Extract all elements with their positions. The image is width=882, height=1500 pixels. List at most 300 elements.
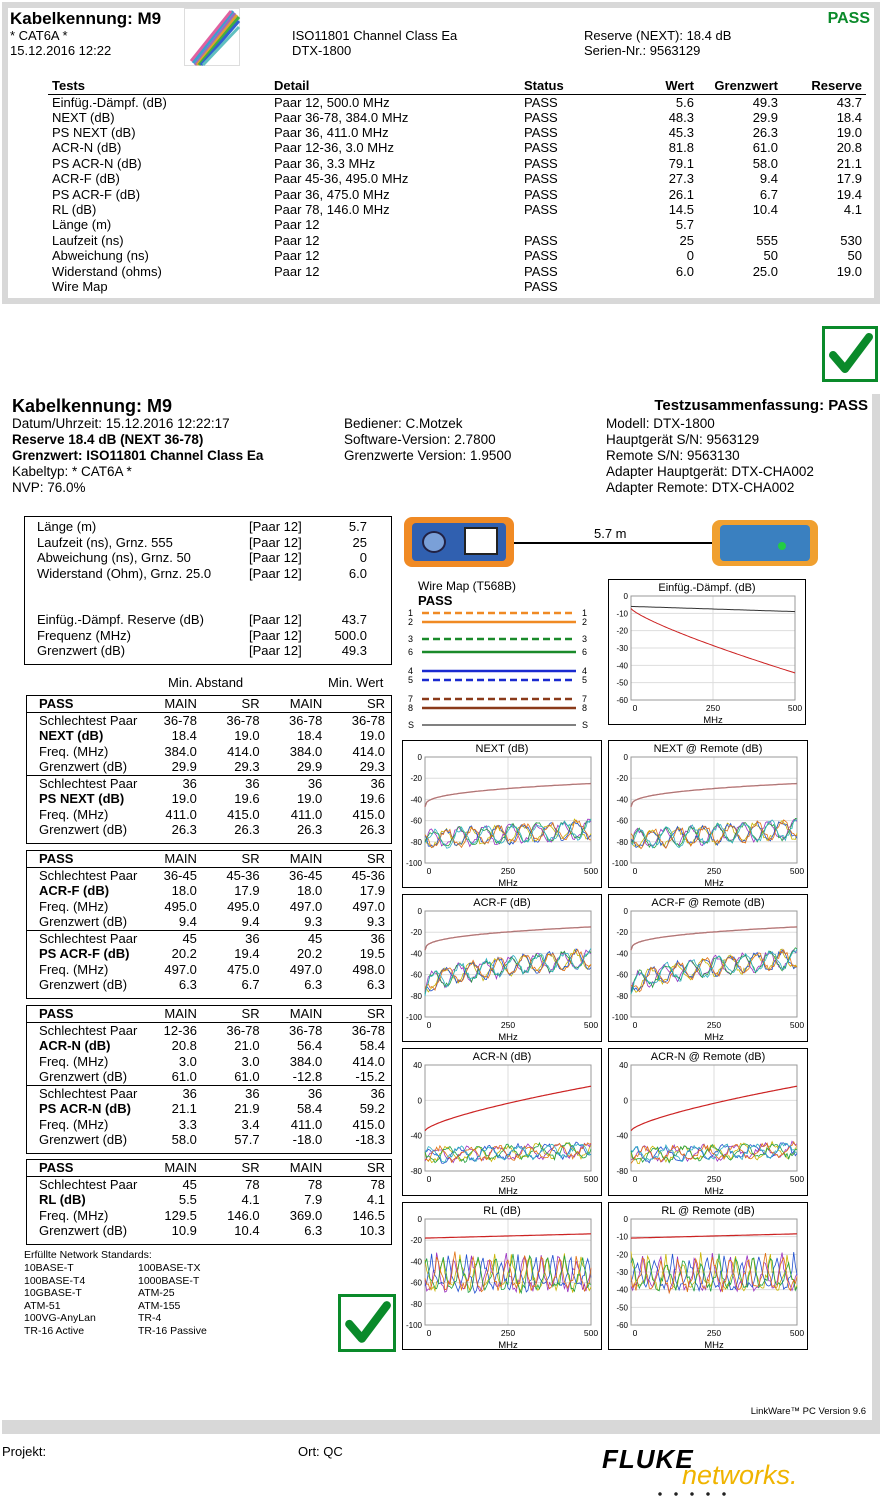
cable-length-label: 5.7 m xyxy=(594,526,627,541)
section-cell: 495.0 xyxy=(227,898,260,914)
col-status: Status xyxy=(520,78,630,94)
standard-item: ATM-155 xyxy=(138,1299,181,1312)
y-tick-label: 40 xyxy=(413,1061,422,1070)
summary-cell: PASS xyxy=(524,232,558,248)
y-tick-label: -60 xyxy=(616,1321,628,1330)
section-cell: 20.2 xyxy=(296,946,323,961)
x-axis-label: MHz xyxy=(704,1340,724,1351)
y-tick-label: -100 xyxy=(611,1013,628,1022)
section-row xyxy=(27,791,391,807)
section-cell: Freq. (MHz) xyxy=(39,806,109,822)
section-next xyxy=(26,695,392,844)
summary-cell: Paar 12, 500.0 MHz xyxy=(274,94,390,110)
section-cell: MAIN xyxy=(140,1160,203,1176)
report-main-sn: Hauptgerät S/N: 9563129 xyxy=(606,432,760,447)
summary-cell: 555 xyxy=(756,232,778,248)
y-tick-label: -20 xyxy=(410,1236,422,1246)
linkware-version: LinkWare™ PC Version 9.6 xyxy=(750,1406,866,1417)
section-cell: Grenzwert (dB) xyxy=(39,1223,128,1238)
section-cell: ACR-F (dB) xyxy=(39,883,110,898)
summary-cell: Wire Map xyxy=(52,278,108,294)
section-cell: 10.4 xyxy=(234,1223,260,1238)
length-cell: 500.0 xyxy=(334,627,367,643)
wire-pin-label: S xyxy=(408,720,415,730)
section-cell: 36-45 xyxy=(289,867,323,883)
summary-cell: 19.0 xyxy=(836,125,862,141)
section-cell: 7.9 xyxy=(304,1192,323,1207)
section-cell: -15.2 xyxy=(328,1069,391,1085)
standard-item: ATM-25 xyxy=(138,1287,175,1299)
summary-cell: Länge (m) xyxy=(52,217,112,233)
section-cell: 45 xyxy=(182,1176,197,1192)
summary-cell: 9.4 xyxy=(759,171,778,187)
y-tick-label: -20 xyxy=(410,774,422,784)
report-pass-checkmark-icon xyxy=(338,1294,396,1352)
section-row xyxy=(27,1117,391,1133)
summary-row xyxy=(48,140,866,155)
section-cell: 19.0 xyxy=(171,791,197,806)
section-cell: 61.0 xyxy=(203,1069,266,1085)
y-tick-label: 0 xyxy=(417,907,422,916)
graph-plot xyxy=(403,741,603,889)
length-cell: Einfüg.-Dämpf. Reserve (dB) xyxy=(37,612,204,627)
summary-cell: 50 xyxy=(847,248,862,264)
section-cell: PS ACR-F (dB) xyxy=(39,946,130,961)
wire-pin-label: 3 xyxy=(408,634,414,644)
summary-row xyxy=(48,94,866,110)
section-cell: 415.0 xyxy=(352,806,385,822)
section-cell: 4.1 xyxy=(241,1192,260,1207)
y-tick-label: -60 xyxy=(410,970,422,980)
section-cell: MAIN xyxy=(266,696,329,712)
standard-item: TR-16 Active xyxy=(24,1324,85,1337)
summary-cell: Laufzeit (ns) xyxy=(52,232,124,248)
graph-plot xyxy=(403,1203,603,1351)
cable-bundle-icon xyxy=(185,9,241,67)
section-cell: 498.0 xyxy=(352,961,385,977)
summary-cell: Paar 78, 146.0 MHz xyxy=(274,202,390,218)
summary-row xyxy=(48,186,866,201)
summary-row xyxy=(48,248,866,263)
x-tick-label: 0 xyxy=(632,1020,638,1030)
x-tick-label: 500 xyxy=(583,866,599,876)
section-cell: 9.3 xyxy=(328,914,391,930)
y-tick-label: -100 xyxy=(405,1321,422,1330)
section-cell: 36-78 xyxy=(289,712,323,728)
remote-unit-icon xyxy=(712,520,818,566)
section-cell: 61.0 xyxy=(140,1069,203,1085)
x-tick-label: 0 xyxy=(632,1174,638,1184)
graph-panel xyxy=(608,740,808,888)
summary-table-header xyxy=(48,78,866,94)
section-cell: SR xyxy=(328,1160,391,1176)
standards-title: Erfüllte Network Standards: xyxy=(24,1249,152,1261)
report-operator: Bediener: C.Motzek xyxy=(344,416,463,431)
length-cell: 49.3 xyxy=(341,643,367,658)
wire-pin-label: S xyxy=(582,720,589,730)
report-summary: Testzusammenfassung: PASS xyxy=(654,397,868,414)
wiremap-diagram xyxy=(404,579,594,731)
summary-cell: RL (dB) xyxy=(52,202,97,218)
location-label: Ort: QC xyxy=(298,1444,343,1459)
standard-item: TR-4 xyxy=(138,1312,162,1324)
section-cell: 146.5 xyxy=(352,1207,385,1223)
section-cell: 56.4 xyxy=(296,1038,323,1053)
graph-plot xyxy=(403,895,603,1043)
section-row xyxy=(27,1022,391,1038)
summary-cell: 21.1 xyxy=(836,155,862,171)
summary-cell: 58.0 xyxy=(752,155,778,171)
section-cell: 18.4 xyxy=(171,728,197,743)
section-cell: 497.0 xyxy=(352,898,385,914)
section-row xyxy=(27,807,391,823)
wire-pin-label: 8 xyxy=(582,703,588,713)
section-cell: Schlechtest Paar xyxy=(39,712,138,728)
section-cell: PASS xyxy=(27,851,140,867)
y-tick-label: 0 xyxy=(417,1096,422,1106)
summary-cell xyxy=(782,217,866,232)
length-row xyxy=(25,550,391,566)
y-tick-label: -40 xyxy=(410,1131,422,1141)
length-cell: [Paar 12] xyxy=(249,627,302,643)
section-cell: MAIN xyxy=(140,1006,203,1022)
section-cell: 146.0 xyxy=(227,1207,260,1223)
summary-cell: 49.3 xyxy=(752,94,778,110)
section-row xyxy=(27,1192,391,1208)
y-tick-label: -20 xyxy=(410,928,422,938)
section-cell: 9.4 xyxy=(203,914,266,930)
wire-pin-label: 4 xyxy=(582,666,588,676)
section-cell: Freq. (MHz) xyxy=(39,1207,109,1223)
section-cell: 19.4 xyxy=(234,946,260,961)
cable-line xyxy=(514,542,712,544)
summary-cell: ACR-N (dB) xyxy=(52,140,122,156)
section-row xyxy=(27,1038,391,1054)
wire-pin-label: 2 xyxy=(408,617,414,627)
section-cell: 19.0 xyxy=(359,728,385,743)
section-cell: 369.0 xyxy=(289,1207,323,1223)
x-tick-label: 500 xyxy=(789,1328,805,1338)
summary-cell: 29.9 xyxy=(752,109,778,125)
summary-cell xyxy=(630,279,698,294)
section-cell: 19.5 xyxy=(359,946,385,961)
graph-panel xyxy=(608,1202,808,1350)
length-cell xyxy=(25,597,247,613)
section-cell: 19.0 xyxy=(234,728,260,743)
summary-cell: 79.1 xyxy=(668,155,694,171)
summary-cell: 530 xyxy=(840,232,862,248)
fluke-logo: FLUKE xyxy=(602,1444,694,1474)
summary-row xyxy=(48,233,866,248)
summary-cell: Paar 36, 411.0 MHz xyxy=(274,125,389,141)
summary-cell: 19.0 xyxy=(836,263,862,279)
section-cell: SR xyxy=(203,1160,266,1176)
section-cell: 9.4 xyxy=(140,914,203,930)
summary-cell: PASS xyxy=(524,155,558,171)
summary-cell: 18.4 xyxy=(836,109,862,125)
section-cell: Schlechtest Paar xyxy=(39,1085,138,1101)
summary-inner xyxy=(8,8,874,298)
length-cell: Frequenz (MHz) xyxy=(37,627,131,643)
section-cell: 18.0 xyxy=(171,883,197,898)
section-cell: 475.0 xyxy=(227,961,260,977)
section-row xyxy=(27,1176,391,1192)
summary-cell: PASS xyxy=(524,171,558,187)
y-tick-label: -40 xyxy=(616,949,628,959)
summary-cell: PS NEXT (dB) xyxy=(52,125,136,141)
y-tick-label: -10 xyxy=(616,609,628,619)
summary-row xyxy=(48,217,866,232)
x-tick-label: 250 xyxy=(500,1020,516,1030)
section-cell: Schlechtest Paar xyxy=(39,1022,138,1038)
wire-pin-label: 6 xyxy=(582,647,588,657)
report-panel xyxy=(2,394,880,1434)
summary-cell: 26.1 xyxy=(668,186,694,202)
section-row xyxy=(27,883,391,899)
section-row xyxy=(27,1006,391,1022)
section-row xyxy=(27,775,391,791)
wire-pin-label: 7 xyxy=(408,694,414,704)
length-cell xyxy=(247,581,317,597)
summary-cell: 45.3 xyxy=(668,125,694,141)
section-cell: 415.0 xyxy=(227,806,260,822)
summary-row xyxy=(48,110,866,125)
summary-cell: 25.0 xyxy=(752,263,778,279)
y-tick-label: 0 xyxy=(623,907,628,916)
section-cell: 36-78 xyxy=(351,1022,385,1038)
section-row xyxy=(27,914,391,930)
wire-pin-label: 5 xyxy=(582,675,588,685)
col-wert: Wert xyxy=(630,78,698,94)
min-wert-label: Min. Wert xyxy=(328,675,384,690)
section-cell: 20.8 xyxy=(171,1038,197,1053)
summary-serial: Serien-Nr.: 9563129 xyxy=(584,43,701,58)
col-tests: Tests xyxy=(48,78,270,94)
y-tick-label: 0 xyxy=(417,1215,422,1224)
wire-pin-label: 1 xyxy=(408,608,414,618)
summary-cell: Paar 45-36, 495.0 MHz xyxy=(274,171,409,187)
graph-title: Einfüg.-Dämpf. (dB) xyxy=(658,582,756,594)
section-cell: 36 xyxy=(245,930,260,946)
report-inner xyxy=(2,394,872,1420)
length-row xyxy=(25,628,391,644)
section-cell: 36-78 xyxy=(163,712,197,728)
x-tick-label: 250 xyxy=(706,866,722,876)
section-cell: 36 xyxy=(245,775,260,791)
graph-title: NEXT (dB) xyxy=(475,743,529,755)
section-cell: 78 xyxy=(245,1176,260,1192)
length-cell: 25 xyxy=(352,534,367,550)
summary-cell xyxy=(698,279,782,294)
section-cell: 26.3 xyxy=(296,822,323,837)
section-row xyxy=(27,1101,391,1117)
length-cell: [Paar 12] xyxy=(249,565,302,581)
summary-cell xyxy=(520,217,630,232)
logo-dots xyxy=(652,1492,732,1496)
x-tick-label: 500 xyxy=(787,703,803,713)
section-cell: 36-78 xyxy=(226,1022,260,1038)
wire-pin-label: 3 xyxy=(582,634,588,644)
section-cell: PASS xyxy=(27,1160,140,1176)
y-tick-label: -20 xyxy=(616,928,628,938)
section-cell: NEXT (dB) xyxy=(39,728,104,743)
summary-cell: PASS xyxy=(524,202,558,218)
report-remote-sn: Remote S/N: 9563130 xyxy=(606,448,740,463)
graph-title: ACR-N (dB) xyxy=(472,1051,532,1063)
y-tick-label: -20 xyxy=(616,626,628,636)
summary-row xyxy=(48,263,866,278)
section-cell: 18.4 xyxy=(296,728,323,743)
y-tick-label: -60 xyxy=(616,816,628,826)
section-cell: 36 xyxy=(307,775,323,791)
graph-title: ACR-F (dB) xyxy=(473,897,531,909)
section-cell: 6.7 xyxy=(241,977,260,992)
section-cell: Grenzwert (dB) xyxy=(27,759,140,775)
y-tick-label: 0 xyxy=(623,1096,628,1106)
summary-cell: PASS xyxy=(524,109,558,125)
section-cell: -18.3 xyxy=(355,1132,385,1147)
section-cell: Schlechtest Paar xyxy=(39,775,138,791)
length-row xyxy=(25,581,391,597)
section-cell: 45-36 xyxy=(226,867,260,883)
section-cell: 45-36 xyxy=(351,867,385,883)
section-cell: 26.3 xyxy=(234,822,260,837)
graph-title: NEXT @ Remote (dB) xyxy=(653,743,763,755)
y-tick-label: -80 xyxy=(616,991,628,1001)
section-cell: 6.3 xyxy=(366,977,385,992)
y-tick-label: -40 xyxy=(616,1131,628,1141)
summary-row xyxy=(48,156,866,171)
section-cell: 29.3 xyxy=(203,759,266,775)
section-cell: 21.9 xyxy=(234,1101,260,1116)
section-cell: 411.0 xyxy=(165,806,197,822)
x-tick-label: 250 xyxy=(500,1328,516,1338)
y-tick-label: -100 xyxy=(405,859,422,868)
section-cell: MAIN xyxy=(266,851,329,867)
summary-datetime: 15.12.2016 12:22 xyxy=(10,43,112,58)
graph-panel xyxy=(608,1048,808,1196)
section-cell: Freq. (MHz) xyxy=(39,1053,109,1069)
graph-plot xyxy=(609,741,809,889)
section-row xyxy=(27,1160,391,1176)
standard-item: 1000BASE-T xyxy=(138,1274,200,1287)
wire-pin-label: 8 xyxy=(408,703,414,713)
section-row xyxy=(27,1054,391,1070)
y-tick-label: -50 xyxy=(616,678,628,688)
section-cell: 26.3 xyxy=(359,822,385,837)
section-cell: MAIN xyxy=(140,696,203,712)
length-cell: [Paar 12] xyxy=(249,643,302,658)
graph-panel xyxy=(402,1202,602,1350)
section-cell: 36 xyxy=(245,1085,260,1101)
section-cell: 411.0 xyxy=(290,1116,323,1132)
summary-reserve: Reserve (NEXT): 18.4 dB xyxy=(584,28,732,43)
y-tick-label: -40 xyxy=(410,795,422,805)
pass-checkmark-icon xyxy=(822,326,878,382)
section-cell: SR xyxy=(203,851,266,867)
y-tick-label: -60 xyxy=(616,696,628,705)
report-model: Modell: DTX-1800 xyxy=(606,416,715,431)
y-tick-label: -40 xyxy=(410,1257,422,1267)
summary-cell: PASS xyxy=(524,94,558,110)
x-tick-label: 0 xyxy=(426,1328,432,1338)
x-tick-label: 0 xyxy=(426,866,432,876)
summary-cell: 48.3 xyxy=(668,109,694,125)
main-unit-icon xyxy=(404,517,514,567)
graph-plot xyxy=(403,1049,603,1197)
x-tick-label: 500 xyxy=(789,1174,805,1184)
summary-cell: 50 xyxy=(763,248,778,264)
section-cell: 36-45 xyxy=(163,867,197,883)
y-tick-label: -80 xyxy=(410,991,422,1001)
graph-title: ACR-F @ Remote (dB) xyxy=(651,897,765,909)
section-cell: Freq. (MHz) xyxy=(39,961,109,977)
report-col2 xyxy=(344,416,511,464)
section-cell: 3.4 xyxy=(241,1116,260,1132)
section-cell: SR xyxy=(203,1006,266,1022)
section-cell: 414.0 xyxy=(352,1053,385,1069)
section-cell: MAIN xyxy=(266,1160,329,1176)
x-tick-label: 500 xyxy=(789,1020,805,1030)
x-axis-label: MHz xyxy=(498,878,518,889)
section-cell: Schlechtest Paar xyxy=(39,930,138,946)
section-cell: 3.3 xyxy=(178,1116,197,1132)
section-cell: 21.1 xyxy=(171,1101,197,1116)
report-limit-version: Grenzwerte Version: 1.9500 xyxy=(344,448,512,463)
section-cell: 6.3 xyxy=(304,1223,323,1238)
summary-row xyxy=(48,171,866,186)
section-cell: MAIN xyxy=(140,851,203,867)
section-cell: 26.3 xyxy=(171,822,197,837)
section-row xyxy=(27,712,391,728)
section-cell: 10.3 xyxy=(359,1223,385,1238)
wire-pin-label: 5 xyxy=(408,675,414,685)
section-cell: 29.3 xyxy=(328,759,391,775)
section-cell: 414.0 xyxy=(352,743,385,759)
section-cell: 4.1 xyxy=(366,1192,385,1207)
summary-cell: 10.4 xyxy=(752,202,778,218)
section-cell: PASS xyxy=(27,1006,140,1022)
summary-cell: Paar 12 xyxy=(274,263,320,279)
x-tick-label: 250 xyxy=(500,866,516,876)
length-cell: 6.0 xyxy=(348,565,367,581)
summary-cell: 27.3 xyxy=(668,171,694,187)
wire-pin-label: 2 xyxy=(582,617,588,627)
project-label: Projekt: xyxy=(2,1444,47,1459)
y-tick-label: -80 xyxy=(616,837,628,847)
length-cell: 43.7 xyxy=(341,612,367,627)
summary-cell: 81.8 xyxy=(668,140,694,156)
y-tick-label: -100 xyxy=(405,1013,422,1022)
summary-panel xyxy=(2,2,880,304)
section-row xyxy=(27,1132,391,1148)
section-cell: Freq. (MHz) xyxy=(39,898,109,914)
section-acrf xyxy=(26,850,392,999)
col-grenzwert: Grenzwert xyxy=(698,78,782,94)
y-tick-label: -80 xyxy=(410,1167,422,1176)
graph-panel xyxy=(402,894,602,1042)
section-cell: 384.0 xyxy=(164,743,197,759)
section-acrn xyxy=(26,1005,392,1154)
summary-cell: 20.8 xyxy=(836,140,862,156)
section-cell: 29.9 xyxy=(140,759,203,775)
section-cell: 17.9 xyxy=(359,883,385,898)
summary-cell: PASS xyxy=(524,186,558,202)
summary-cell: PASS xyxy=(524,125,558,141)
y-tick-label: -80 xyxy=(616,1167,628,1176)
summary-cell: Paar 12 xyxy=(274,232,320,248)
summary-title: Kabelkennung: M9 xyxy=(10,9,162,28)
